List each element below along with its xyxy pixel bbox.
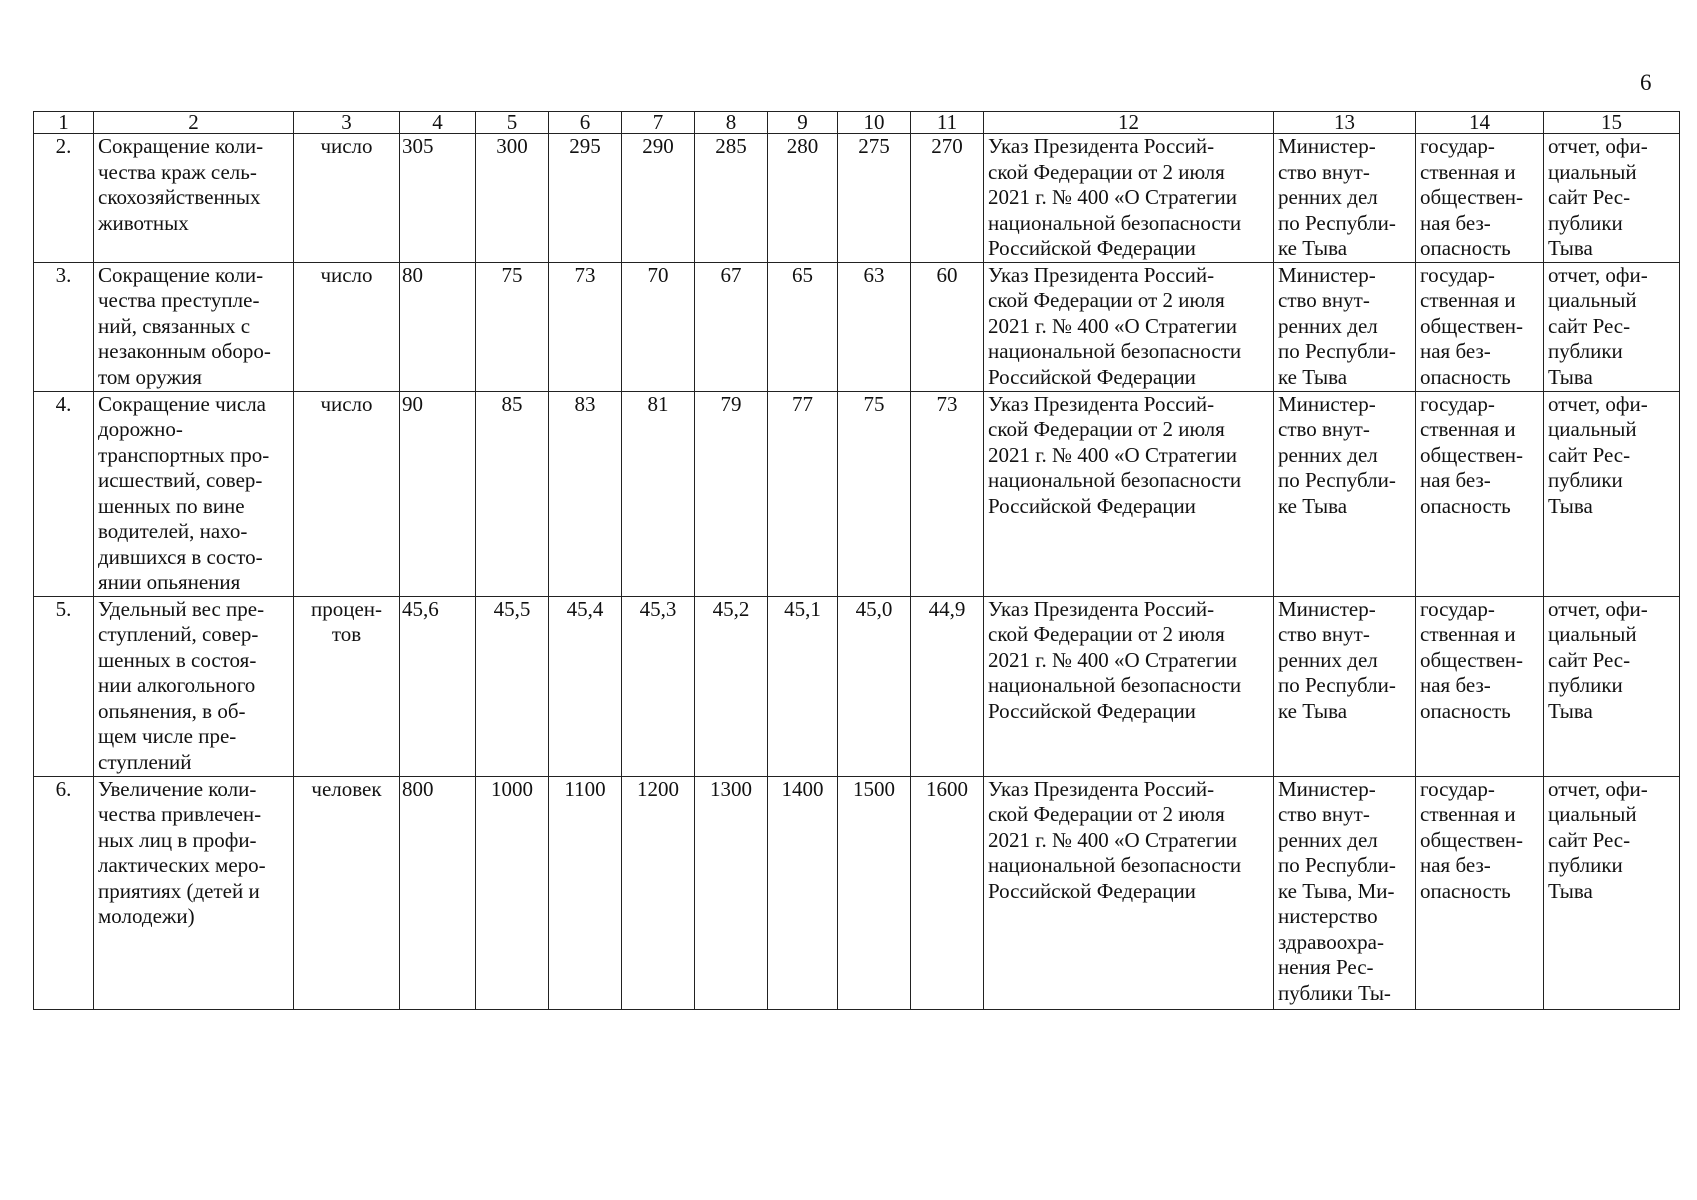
- column-number: 11: [911, 112, 984, 134]
- column-number: 2: [94, 112, 294, 134]
- unit-of-measure: число: [294, 134, 400, 263]
- data-source: отчет, офи- циальный сайт Рес- публики Тыва: [1544, 391, 1680, 596]
- value-cell: 280: [768, 134, 838, 263]
- unit-of-measure: число: [294, 391, 400, 596]
- value-cell: 45,2: [695, 596, 768, 776]
- indicator-name: Сокращение коли- чества преступле- ний, связанных с незаконным оборо- том оружия: [94, 262, 294, 391]
- value-cell: 77: [768, 391, 838, 596]
- responsible-body: Министер- ство внут- ренних дел по Республи- ке Тыва: [1274, 596, 1416, 776]
- column-number: 10: [838, 112, 911, 134]
- responsible-body: Министер- ство внут- ренних дел по Республи- ке Тыва: [1274, 134, 1416, 263]
- indicator-name: Удельный вес пре- ступлений, совер- шенных в состоя- нии алкогольного опьянения, в об- щем числе пре- ступлений: [94, 596, 294, 776]
- value-cell: 45,5: [476, 596, 549, 776]
- value-cell: 65: [768, 262, 838, 391]
- basis-document: Указ Президента Россий- ской Федерации от 2 июля 2021 г. № 400 «О Стратегии национальной безопасности Российской Федерации: [984, 134, 1274, 263]
- value-cell: 45,0: [838, 596, 911, 776]
- basis-document: Указ Президента Россий- ской Федерации от 2 июля 2021 г. № 400 «О Стратегии национальной безопасности Российской Федерации: [984, 776, 1274, 1009]
- value-cell: 295: [549, 134, 622, 263]
- data-source: отчет, офи- циальный сайт Рес- публики Тыва: [1544, 134, 1680, 263]
- value-cell: 45,6: [400, 596, 476, 776]
- table-row: [34, 391, 1680, 596]
- unit-of-measure: человек: [294, 776, 400, 1009]
- column-number: 4: [400, 112, 476, 134]
- basis-document: Указ Президента Россий- ской Федерации от 2 июля 2021 г. № 400 «О Стратегии национальной безопасности Российской Федерации: [984, 262, 1274, 391]
- value-cell: 270: [911, 134, 984, 263]
- unit-of-measure: число: [294, 262, 400, 391]
- row-number: 3.: [34, 262, 94, 391]
- value-cell: 45,3: [622, 596, 695, 776]
- indicator-name: Увеличение коли- чества привлечен- ных лиц в профи- лактических меро- приятиях (детей и молодежи): [94, 776, 294, 1009]
- value-cell: 1600: [911, 776, 984, 1009]
- column-number: 5: [476, 112, 549, 134]
- value-cell: 85: [476, 391, 549, 596]
- column-number: 13: [1274, 112, 1416, 134]
- table-row: [34, 134, 1680, 263]
- value-cell: 44,9: [911, 596, 984, 776]
- value-cell: 73: [549, 262, 622, 391]
- responsible-body: Министер- ство внут- ренних дел по Республи- ке Тыва: [1274, 262, 1416, 391]
- column-number: 1: [34, 112, 94, 134]
- value-cell: 1100: [549, 776, 622, 1009]
- value-cell: 75: [476, 262, 549, 391]
- indicator-name: Сокращение коли- чества краж сель- скохозяйственных животных: [94, 134, 294, 263]
- data-source: отчет, офи- циальный сайт Рес- публики Тыва: [1544, 776, 1680, 1009]
- value-cell: 60: [911, 262, 984, 391]
- value-cell: 83: [549, 391, 622, 596]
- value-cell: 300: [476, 134, 549, 263]
- table-row: [34, 776, 1680, 1009]
- table-row: [34, 596, 1680, 776]
- value-cell: 1500: [838, 776, 911, 1009]
- value-cell: 73: [911, 391, 984, 596]
- column-number-row: [34, 112, 1680, 134]
- column-number: 7: [622, 112, 695, 134]
- row-number: 4.: [34, 391, 94, 596]
- column-number: 3: [294, 112, 400, 134]
- responsible-body: Министер- ство внут- ренних дел по Республи- ке Тыва: [1274, 391, 1416, 596]
- sphere: государ- ственная и обществен- ная без- опасность: [1416, 262, 1544, 391]
- column-number: 9: [768, 112, 838, 134]
- value-cell: 285: [695, 134, 768, 263]
- sphere: государ- ственная и обществен- ная без- опасность: [1416, 391, 1544, 596]
- data-source: отчет, офи- циальный сайт Рес- публики Тыва: [1544, 262, 1680, 391]
- basis-document: Указ Президента Россий- ской Федерации от 2 июля 2021 г. № 400 «О Стратегии национальной безопасности Российской Федерации: [984, 391, 1274, 596]
- value-cell: 67: [695, 262, 768, 391]
- value-cell: 1300: [695, 776, 768, 1009]
- row-number: 5.: [34, 596, 94, 776]
- data-source: отчет, офи- циальный сайт Рес- публики Тыва: [1544, 596, 1680, 776]
- value-cell: 1400: [768, 776, 838, 1009]
- value-cell: 81: [622, 391, 695, 596]
- row-number: 2.: [34, 134, 94, 263]
- value-cell: 45,4: [549, 596, 622, 776]
- column-number: 8: [695, 112, 768, 134]
- value-cell: 75: [838, 391, 911, 596]
- unit-of-measure: процен- тов: [294, 596, 400, 776]
- column-number: 12: [984, 112, 1274, 134]
- value-cell: 800: [400, 776, 476, 1009]
- basis-document: Указ Президента Россий- ской Федерации от 2 июля 2021 г. № 400 «О Стратегии национальной безопасности Российской Федерации: [984, 596, 1274, 776]
- value-cell: 1000: [476, 776, 549, 1009]
- value-cell: 70: [622, 262, 695, 391]
- value-cell: 80: [400, 262, 476, 391]
- value-cell: 79: [695, 391, 768, 596]
- sphere: государ- ственная и обществен- ная без- опасность: [1416, 776, 1544, 1009]
- responsible-body: Министер- ство внут- ренних дел по Республи- ке Тыва, Ми- нистерство здравоохра- нения Рес- публики Ты-: [1274, 776, 1416, 1009]
- indicators-table: [33, 111, 1680, 1010]
- row-number: 6.: [34, 776, 94, 1009]
- value-cell: 45,1: [768, 596, 838, 776]
- value-cell: 63: [838, 262, 911, 391]
- sphere: государ- ственная и обществен- ная без- опасность: [1416, 596, 1544, 776]
- sphere: государ- ственная и обществен- ная без- опасность: [1416, 134, 1544, 263]
- value-cell: 90: [400, 391, 476, 596]
- column-number: 14: [1416, 112, 1544, 134]
- value-cell: 305: [400, 134, 476, 263]
- value-cell: 290: [622, 134, 695, 263]
- column-number: 6: [549, 112, 622, 134]
- value-cell: 275: [838, 134, 911, 263]
- column-number: 15: [1544, 112, 1680, 134]
- value-cell: 1200: [622, 776, 695, 1009]
- indicator-name: Сокращение числа дорожно- транспортных про- исшествий, совер- шенных по вине водителей, нахо- дившихся в состо- янии опьянения: [94, 391, 294, 596]
- table-row: [34, 262, 1680, 391]
- page-number: 6: [1640, 70, 1652, 95]
